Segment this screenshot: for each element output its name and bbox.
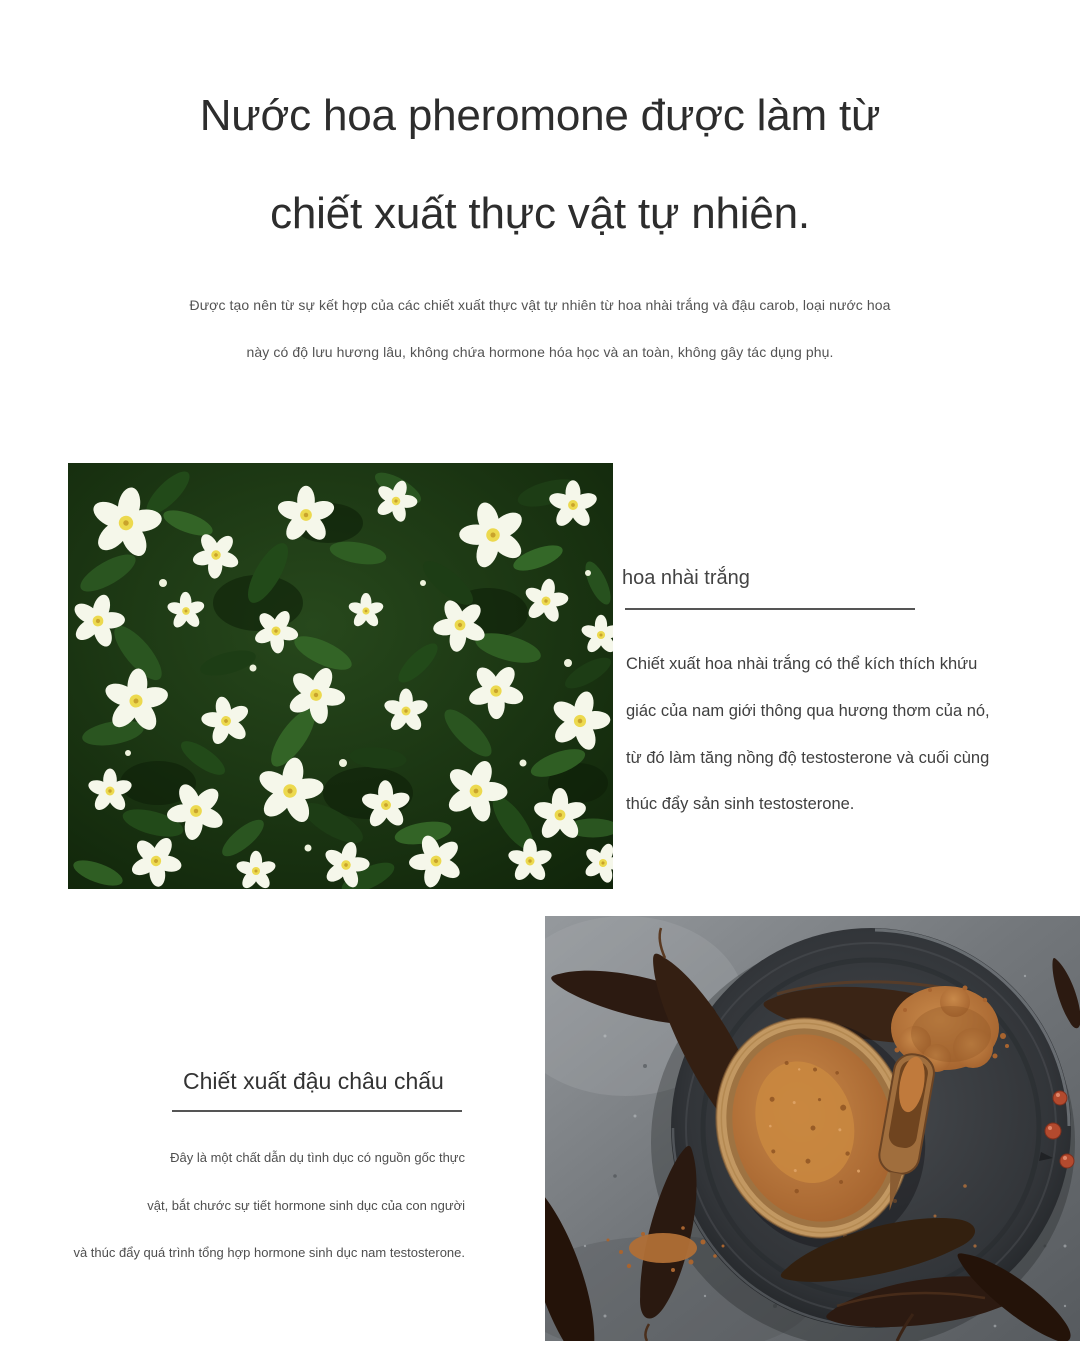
hero-subtitle-line-2: này có độ lưu hương lâu, không chứa hormone hóa học và an toàn, không gây tác dụng phụ.	[246, 344, 834, 360]
body-line: Đây là một chất dẫn dụ tình dục có nguồn gốc thực	[170, 1150, 465, 1165]
page-title-line-1: Nước hoa pheromone được làm từ	[199, 91, 881, 140]
body-line: giác của nam giới thông qua hương thơm của nó,	[626, 701, 990, 720]
section-heading-jasmine: hoa nhài trắng	[622, 566, 750, 589]
body-line: từ đó làm tăng nồng độ testosterone và cuối cùng	[626, 748, 990, 767]
body-line: và thúc đẩy quá trình tổng hợp hormone sinh dục nam testosterone.	[73, 1245, 465, 1261]
body-line: vật, bắt chước sự tiết hormone sinh dục của con người	[147, 1197, 465, 1213]
section-body-carob	[40, 1134, 465, 1277]
body-line: thúc đẩy sản sinh testosterone.	[626, 795, 855, 814]
divider-line-carob	[172, 1110, 462, 1112]
section-heading-carob: Chiết xuất đậu châu chấu	[183, 1068, 444, 1095]
divider-line-jasmine	[625, 608, 915, 610]
page-title-line-2: chiết xuất thực vật tự nhiên.	[270, 189, 810, 238]
carob-pods-photo	[545, 916, 1080, 1341]
section-body-jasmine	[626, 641, 1046, 828]
body-line: Chiết xuất hoa nhài trắng có thể kích thích khứu	[626, 655, 978, 673]
jasmine-flowers-photo	[68, 463, 613, 889]
hero-subtitle-line-1: Được tạo nên từ sự kết hợp của các chiết xuất thực vật tự nhiên từ hoa nhài trắng và đậu carob, loại nước hoa	[189, 297, 891, 313]
